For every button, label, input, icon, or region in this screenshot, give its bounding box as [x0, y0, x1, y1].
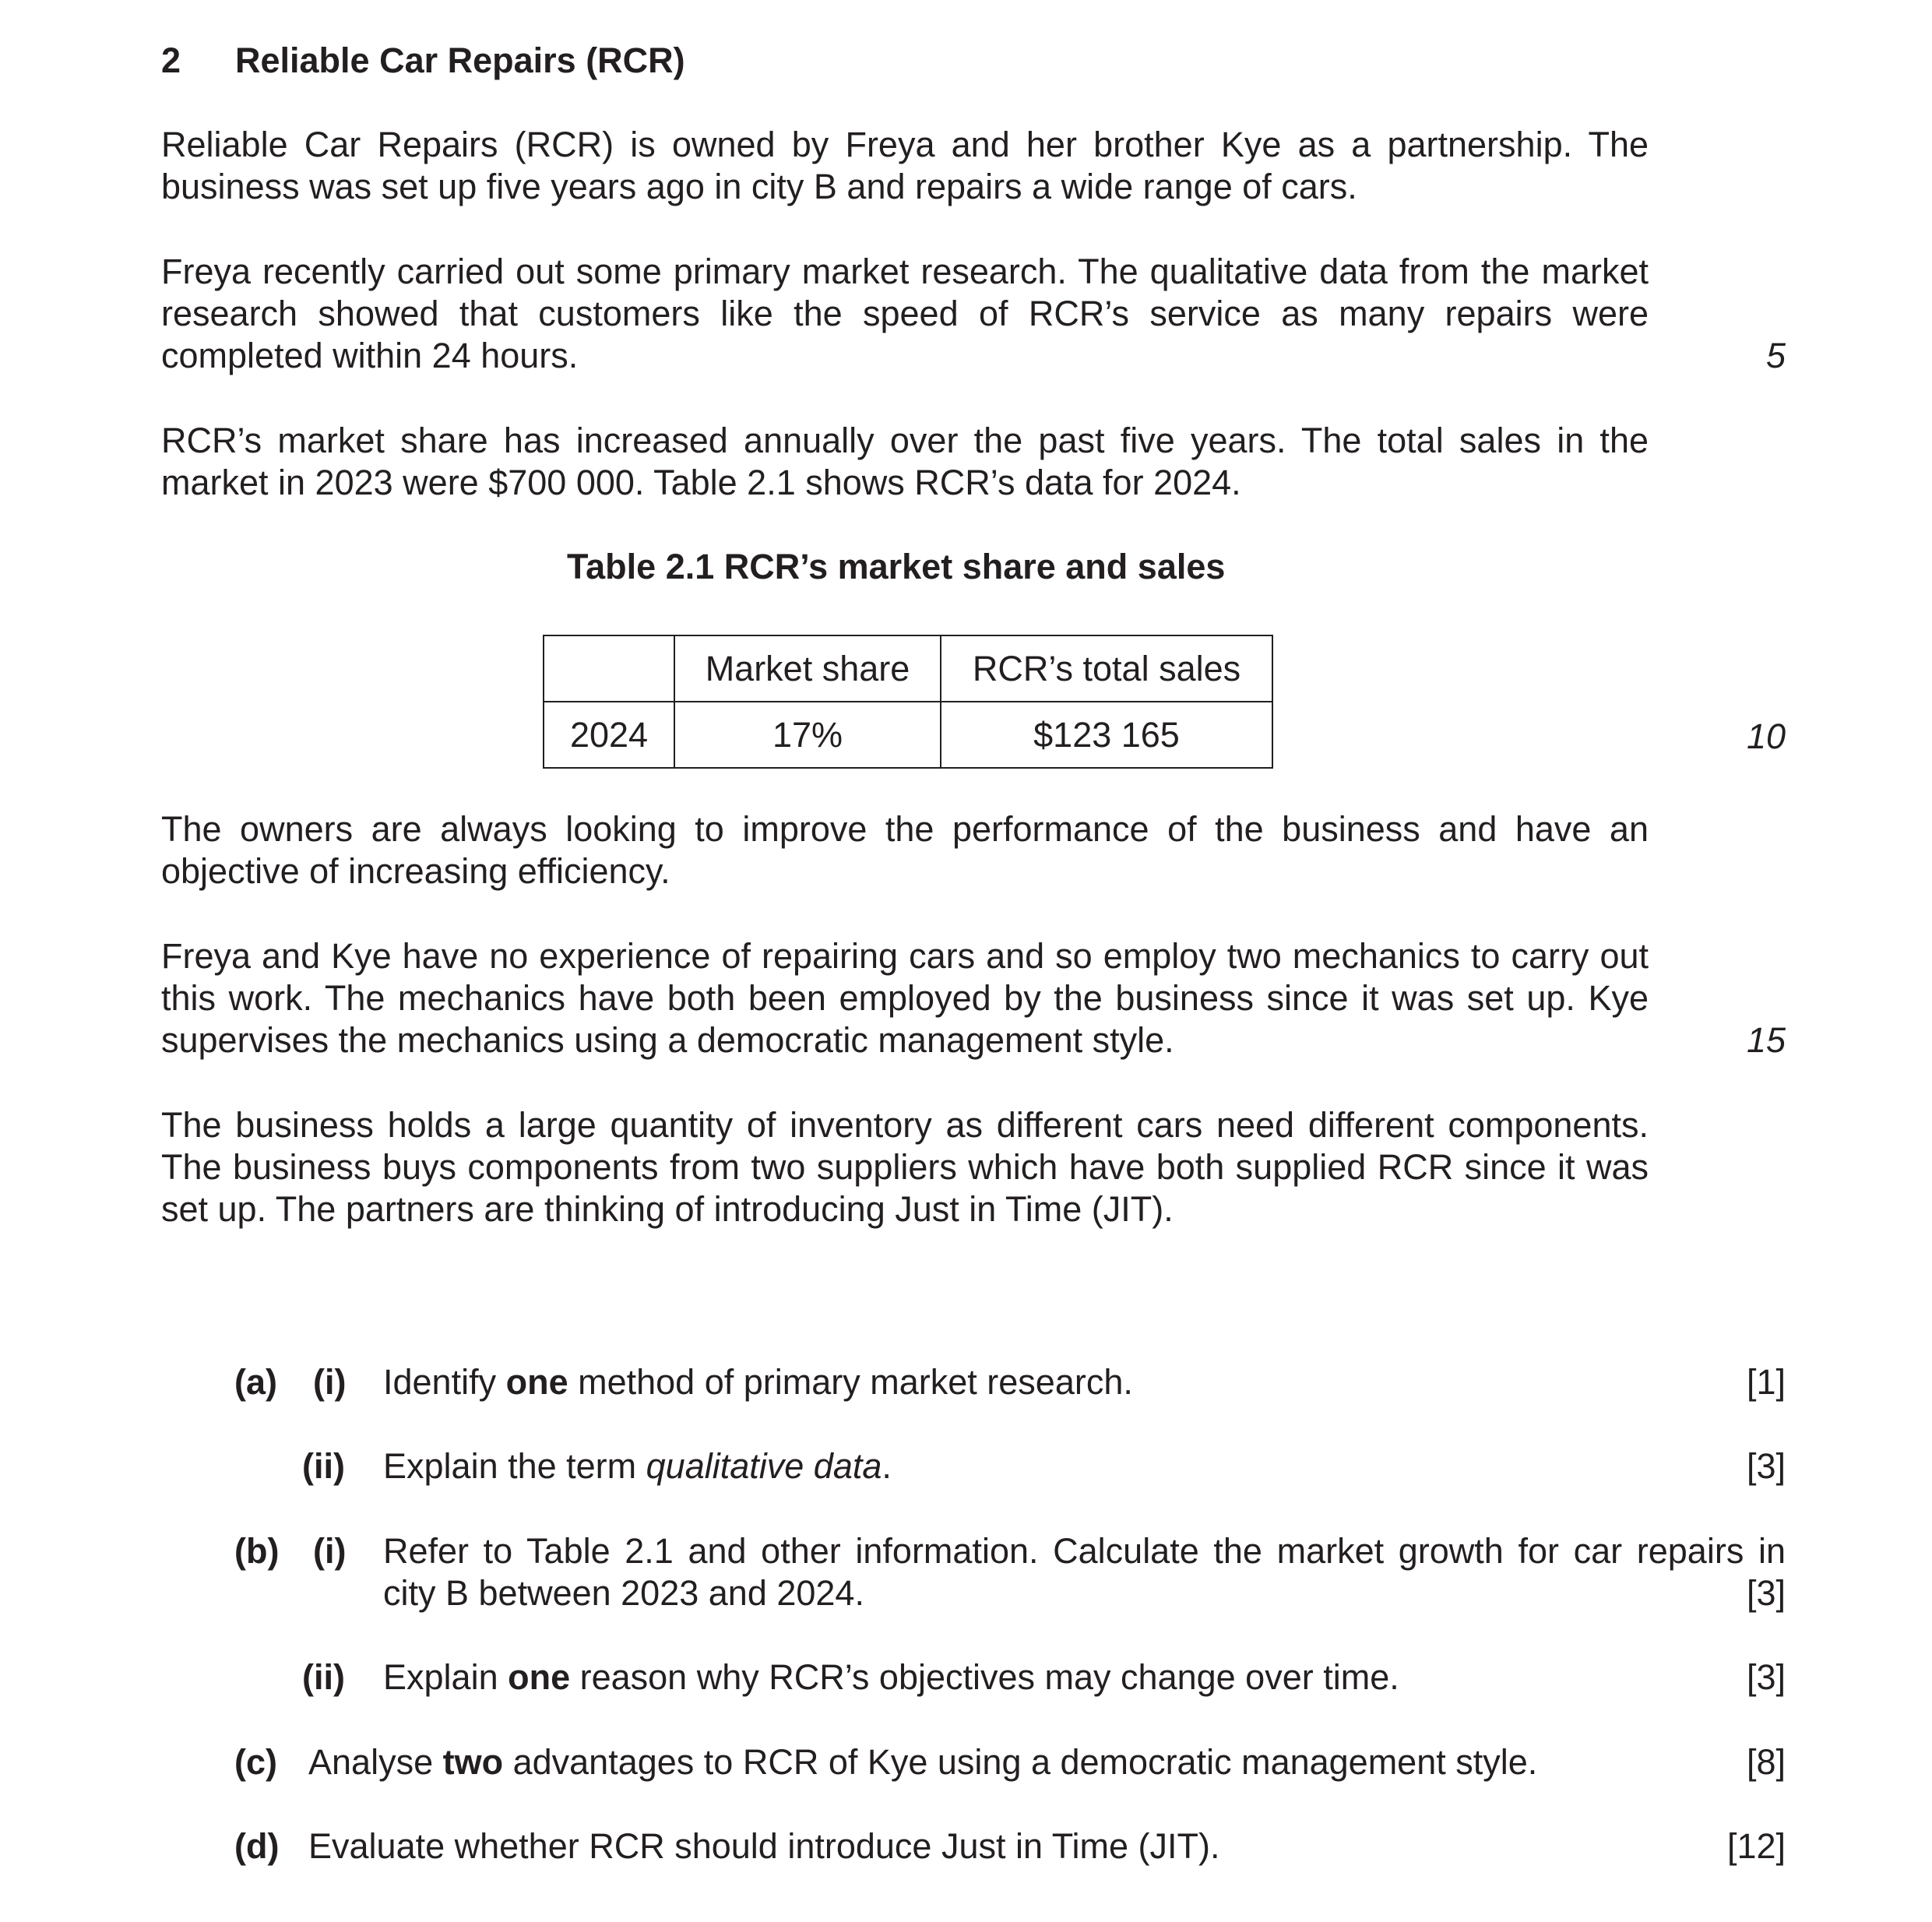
paragraph-line: The business holds a large quantity of inventory as different cars need different components. — [161, 1105, 1649, 1145]
question-text-emphasis: one — [508, 1657, 571, 1697]
market-share-table — [543, 635, 1273, 769]
line-number-10: 10 — [1746, 716, 1786, 756]
question-label-d: (d) — [234, 1826, 280, 1866]
table-header-row — [544, 635, 1272, 702]
question-label-c: (c) — [234, 1742, 277, 1782]
marks: [12] — [1726, 1826, 1786, 1866]
paragraph-line: objective of increasing efficiency. — [161, 851, 670, 891]
question-text-part: Explain — [383, 1657, 509, 1697]
marks: [3] — [1746, 1657, 1786, 1697]
paragraph-line: research showed that customers like the speed of RCR’s service as many repairs were — [161, 294, 1649, 333]
paragraph-line: The owners are always looking to improve the performance of the business and have an — [161, 809, 1649, 849]
paragraph-line: business was set up five years ago in city B and repairs a wide range of cars. — [161, 167, 1357, 206]
paragraph-line: Freya and Kye have no experience of repairing cars and so employ two mechanics to carry out — [161, 936, 1649, 976]
marks: [8] — [1746, 1742, 1786, 1782]
question-sublabel: (ii) — [302, 1657, 345, 1697]
question-label-a: (a) — [234, 1362, 277, 1402]
question-text-term: qualitative data — [646, 1446, 882, 1486]
table-row — [544, 702, 1272, 768]
question-text: Evaluate whether RCR should introduce Just in Time (JIT). — [308, 1826, 1220, 1866]
table-header-cell: Market share — [674, 635, 941, 702]
table-cell: 2024 — [544, 702, 674, 768]
question-text-part: method of primary market research. — [568, 1362, 1133, 1402]
question-label-b: (b) — [234, 1531, 280, 1571]
question-sublabel: (i) — [313, 1362, 347, 1402]
table-caption: Table 2.1 RCR’s market share and sales — [567, 547, 1226, 586]
question-text-part: Identify — [383, 1362, 506, 1402]
paragraph-line: Freya recently carried out some primary market research. The qualitative data from the market — [161, 252, 1649, 291]
paragraph-line: completed within 24 hours. — [161, 336, 579, 375]
marks: [1] — [1746, 1362, 1786, 1402]
question-text-part: reason why RCR’s objectives may change over time. — [570, 1657, 1399, 1697]
table-cell: $123 165 — [941, 702, 1272, 768]
paragraph-line: supervises the mechanics using a democratic management style. — [161, 1020, 1174, 1060]
table-header-cell — [544, 635, 674, 702]
table-header-cell: RCR’s total sales — [941, 635, 1272, 702]
marks: [3] — [1746, 1573, 1786, 1613]
question-sublabel: (i) — [313, 1531, 347, 1571]
marks: [3] — [1746, 1446, 1786, 1486]
question-text-emphasis: one — [505, 1362, 568, 1402]
question-text: Refer to Table 2.1 and other information. Calculate the market growth for car repairs in — [383, 1531, 1786, 1571]
question-text-part: Analyse — [308, 1742, 443, 1782]
question-title: Reliable Car Repairs (RCR) — [235, 40, 685, 80]
question-number: 2 — [161, 40, 181, 80]
question-text — [383, 1362, 1133, 1402]
question-text: city B between 2023 and 2024. — [383, 1573, 864, 1613]
paragraph-line: RCR’s market share has increased annually over the past five years. The total sales in the — [161, 421, 1649, 460]
line-number-5: 5 — [1765, 336, 1786, 375]
question-text-part: Explain the term — [383, 1446, 646, 1486]
paragraph-line: The business buys components from two suppliers which have both supplied RCR since it was — [161, 1147, 1649, 1187]
paragraph-line: set up. The partners are thinking of introducing Just in Time (JIT). — [161, 1189, 1174, 1229]
question-text — [383, 1657, 1399, 1697]
line-number-15: 15 — [1746, 1020, 1786, 1060]
paragraph-line: Reliable Car Repairs (RCR) is owned by Freya and her brother Kye as a partnership. The — [161, 125, 1649, 164]
question-text — [383, 1446, 892, 1486]
question-text-emphasis: two — [442, 1742, 504, 1782]
question-text-part: . — [882, 1446, 892, 1486]
paragraph-line: market in 2023 were $700 000. Table 2.1 shows RCR’s data for 2024. — [161, 463, 1241, 502]
question-text-part: advantages to RCR of Kye using a democratic management style. — [503, 1742, 1538, 1782]
question-sublabel: (ii) — [302, 1446, 345, 1486]
paragraph-line: this work. The mechanics have both been employed by the business since it was set up. Kye — [161, 978, 1649, 1018]
table-cell: 17% — [674, 702, 941, 768]
question-text — [308, 1742, 1538, 1782]
